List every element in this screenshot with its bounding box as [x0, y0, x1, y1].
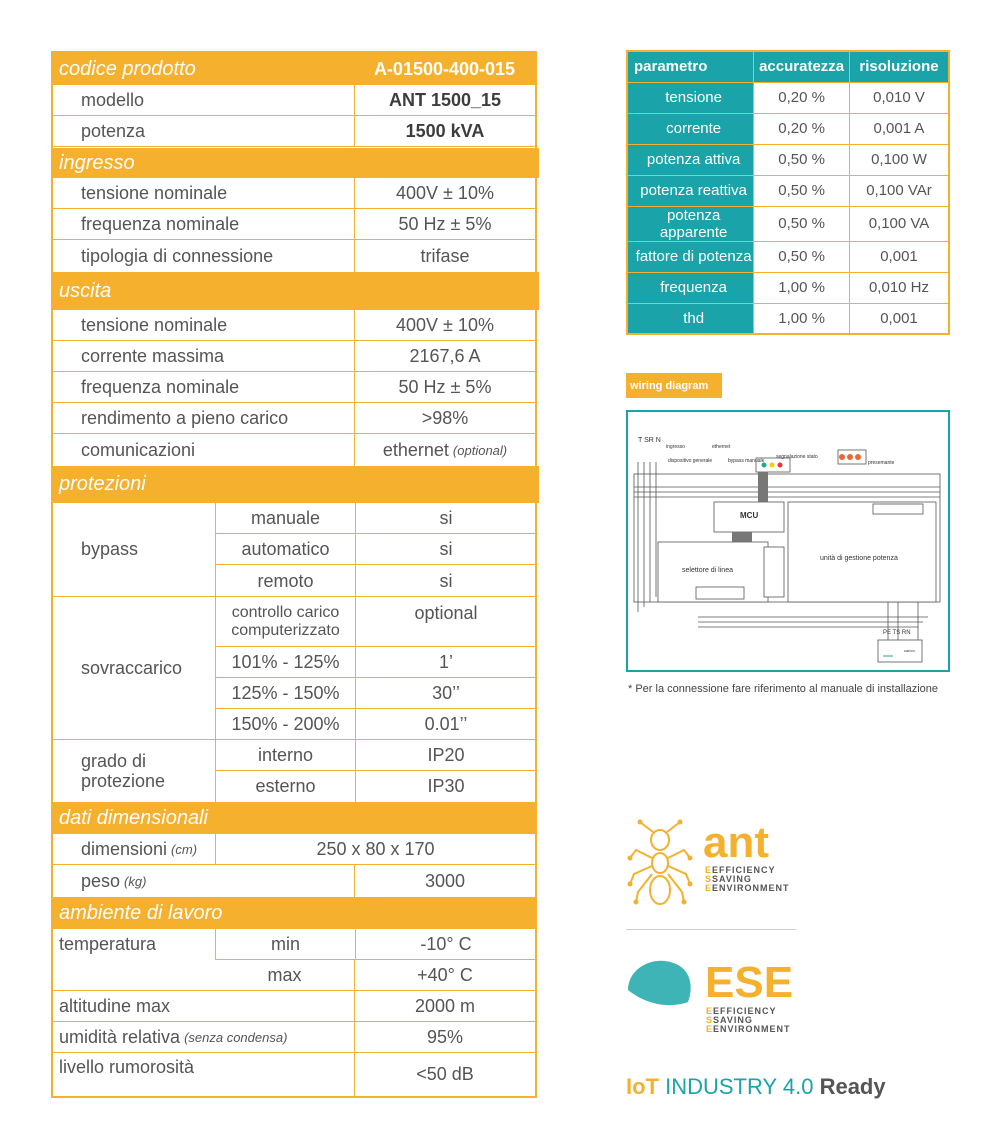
code-row	[53, 53, 535, 85]
output-value: 50 Hz ± 5%	[354, 372, 535, 402]
output-terminals-label: PE TS RN	[883, 630, 911, 636]
measures-header-row	[627, 51, 949, 82]
ese-wordmark: ESE	[705, 958, 794, 1007]
measures-table	[626, 50, 950, 335]
presence-label: presemante	[868, 460, 895, 466]
wiring-note: * Per la connessione fare riferimento al manuale di installazione	[628, 683, 939, 695]
overload-block	[53, 597, 535, 740]
wiring-diagram-drawing	[628, 412, 948, 670]
temp-min-row: min -10° C	[215, 929, 535, 960]
ese-logo-icon	[624, 956, 694, 1012]
output-label: rendimento a pieno carico	[81, 407, 289, 428]
measure-row: corrente 0,20 % 0,001 A	[627, 113, 949, 144]
dimensions-label: dimensioni (cm)	[81, 838, 198, 859]
power-value: 1500 kVA	[354, 116, 535, 146]
measure-row: fattore di potenza 0,50 % 0,001	[627, 241, 949, 272]
humidity-value: 95%	[354, 1022, 535, 1052]
input-label: tipologia di connessione	[81, 245, 274, 266]
general-device-label: dispositivo generale	[668, 458, 713, 464]
ip-row: esterno IP30	[216, 771, 536, 802]
output-value: >98%	[354, 403, 535, 433]
input-row	[53, 240, 535, 272]
ant-tagline: EEFFICIENCY SSAVING EENVIRONMENT	[705, 865, 790, 893]
dimensions-row	[53, 834, 535, 865]
input-value: 400V ± 10%	[354, 178, 535, 208]
overload-row: 101% - 125% 1’	[216, 647, 536, 678]
overload-row: controllo carico computerizzato optional	[216, 597, 536, 647]
bypass-label: bypass	[81, 539, 139, 559]
ethernet-label: ethernet	[712, 444, 731, 450]
input-header: ingresso	[53, 148, 539, 178]
spec-table	[51, 51, 537, 1098]
iot-tagline: IoT INDUSTRY 4.0 Ready	[626, 1074, 886, 1099]
output-row	[53, 341, 535, 372]
overload-row: 125% - 150% 30’’	[216, 678, 536, 709]
input-value: 50 Hz ± 5%	[354, 209, 535, 239]
line-selector-label: selettore di linea	[682, 567, 733, 574]
output-row	[53, 372, 535, 403]
output-value: ethernet (optional)	[354, 434, 535, 466]
mcu-label: MCU	[740, 511, 759, 520]
input-terminals-label: T SR N	[638, 437, 661, 444]
logo-divider	[626, 929, 796, 930]
ant-wordmark: ant	[703, 818, 769, 867]
noise-value: <50 dB	[354, 1053, 535, 1096]
temp-max-row: max +40° C	[215, 960, 535, 991]
power-unit-label: unità di gestione potenza	[820, 555, 898, 562]
bypass-manual-label: bypass manuale	[728, 458, 765, 464]
output-label: corrente massima	[81, 345, 225, 366]
noise-row	[53, 1053, 535, 1096]
bypass-row: remoto si	[216, 565, 536, 597]
ese-tagline: EEFFICIENCY SSAVING EENVIRONMENT	[706, 1006, 791, 1034]
noise-label: livello rumorosità	[59, 1057, 195, 1077]
humidity-row	[53, 1022, 535, 1053]
temperature-label: temperatura	[59, 934, 157, 954]
bypass-row: manuale si	[216, 503, 536, 534]
code-label: codice prodotto	[59, 57, 196, 80]
code-value: A-01500-400-015	[373, 58, 516, 79]
signal-status-label: segnalazione stato	[776, 454, 818, 460]
altitude-value: 2000 m	[354, 991, 535, 1021]
dimensions-header: dati dimensionali	[53, 802, 535, 834]
output-header: uscita	[53, 272, 539, 310]
output-label: comunicazioni	[81, 439, 196, 460]
output-row	[53, 310, 535, 341]
altitude-label: altitudine max	[59, 995, 171, 1016]
input-row	[53, 209, 535, 240]
input-label: ingresso	[666, 444, 685, 450]
measure-row: frequenza 1,00 % 0,010 Hz	[627, 272, 949, 303]
model-label: modello	[81, 89, 145, 110]
output-value: 400V ± 10%	[354, 310, 535, 340]
load-label: carico	[904, 648, 915, 653]
measure-row: potenza attiva 0,50 % 0,100 W	[627, 144, 949, 175]
input-label: tensione nominale	[81, 182, 228, 203]
protections-header: protezioni	[53, 466, 539, 503]
header-parametro: parametro	[627, 51, 754, 82]
weight-label: peso (kg)	[81, 870, 147, 891]
input-value: trifase	[354, 240, 535, 272]
bypass-row: automatico si	[216, 534, 536, 565]
wiring-diagram	[626, 410, 950, 672]
input-label: frequenza nominale	[81, 213, 240, 234]
output-label: tensione nominale	[81, 314, 228, 335]
dimensions-value: 250 x 80 x 170	[215, 834, 535, 864]
measure-row: potenza apparente 0,50 % 0,100 VA	[627, 206, 949, 241]
power-label: potenza	[81, 120, 146, 141]
weight-row	[53, 865, 535, 897]
ip-block	[53, 740, 535, 802]
model-value: ANT 1500_15	[354, 85, 535, 115]
ip-label: grado di protezione	[81, 751, 166, 791]
temperature-block	[53, 929, 535, 991]
output-row	[53, 403, 535, 434]
humidity-label: umidità relativa (senza condensa)	[59, 1026, 288, 1047]
output-row	[53, 434, 535, 466]
overload-row: 150% - 200% 0.01’’	[216, 709, 536, 740]
power-row	[53, 116, 535, 147]
altitude-row	[53, 991, 535, 1022]
wiring-diagram-label: wiring diagram	[626, 373, 722, 398]
measure-row: thd 1,00 % 0,001	[627, 303, 949, 334]
environment-header: ambiente di lavoro	[53, 897, 535, 929]
header-accuratezza: accuratezza	[754, 51, 850, 82]
bypass-block	[53, 503, 535, 597]
input-row	[53, 178, 535, 209]
model-row	[53, 85, 535, 116]
weight-value: 3000	[354, 865, 535, 897]
header-risoluzione: risoluzione	[850, 51, 950, 82]
measure-row: tensione 0,20 % 0,010 V	[627, 82, 949, 113]
output-value: 2167,6 A	[354, 341, 535, 371]
overload-label: sovraccarico	[81, 657, 183, 678]
measure-row: potenza reattiva 0,50 % 0,100 VAr	[627, 175, 949, 206]
ip-row: interno IP20	[216, 740, 536, 771]
output-label: frequenza nominale	[81, 376, 240, 397]
